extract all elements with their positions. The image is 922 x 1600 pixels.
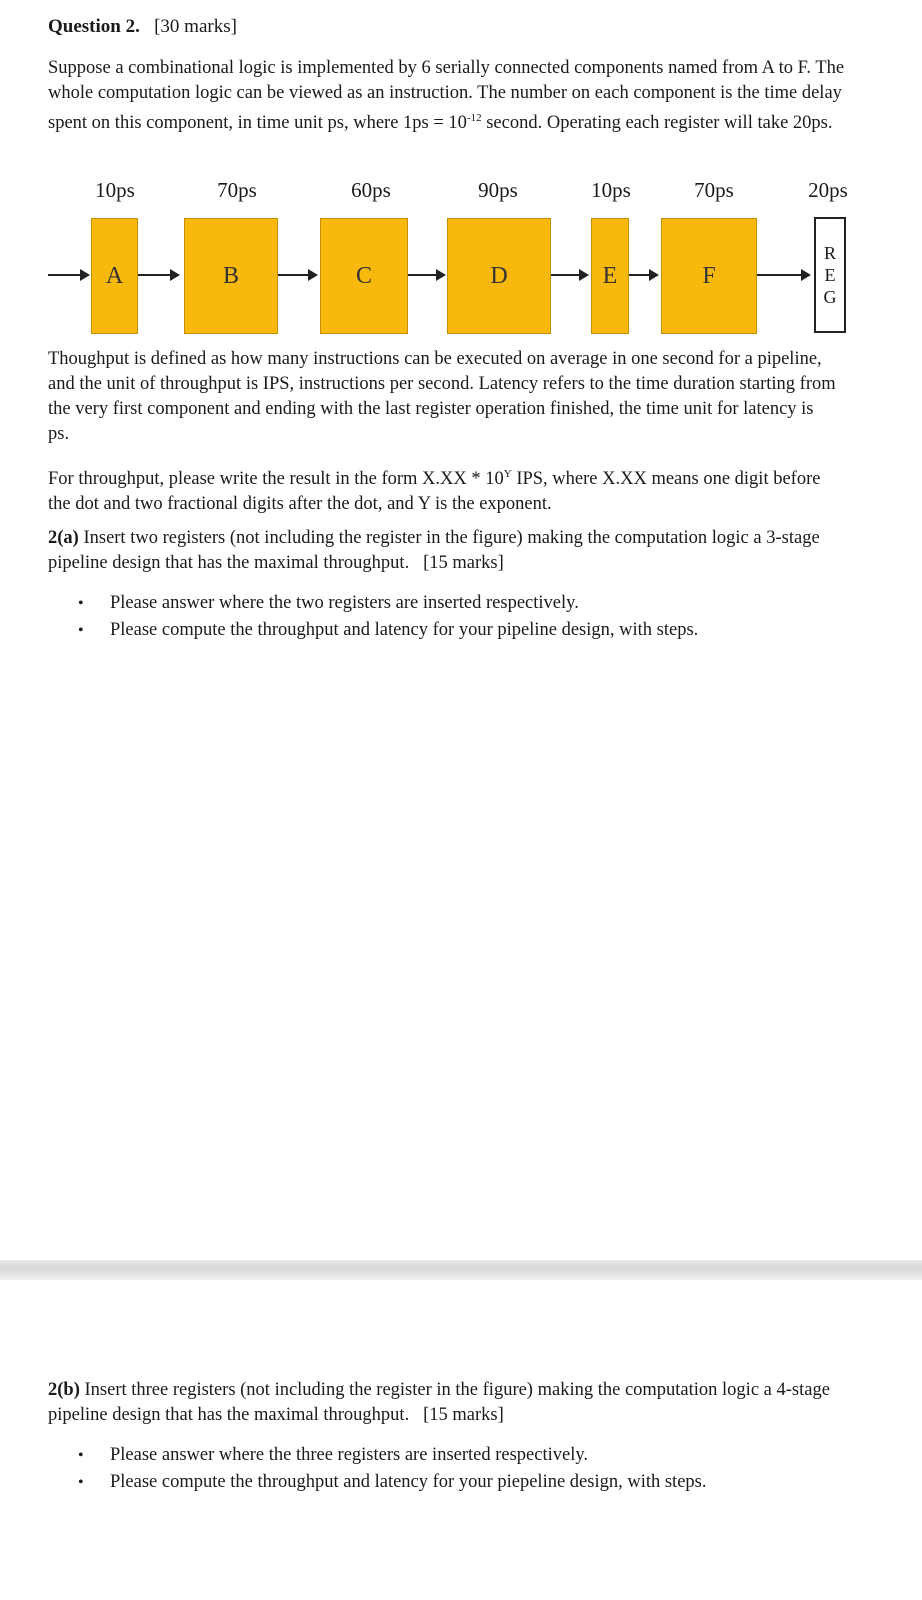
part-a-bullets bbox=[78, 590, 878, 644]
intro-paragraph bbox=[48, 56, 848, 136]
part-b-marks: [15 marks] bbox=[423, 1405, 504, 1425]
list-item bbox=[78, 1469, 878, 1496]
register-letter-e: E bbox=[824, 265, 836, 285]
bullet-marker: • bbox=[78, 1474, 84, 1491]
format-exponent: Y bbox=[503, 468, 512, 480]
part-a-marks: [15 marks] bbox=[423, 553, 504, 573]
intro-text: Suppose a combinational logic is implemented by 6 serially connected components named from A to F. The whole computation logic can be viewed as an instruction. The number on each component is the time delay spent on this component, in time unit ps, where 1ps = 10 bbox=[48, 58, 845, 133]
question-title: Question 2 bbox=[48, 16, 136, 37]
arrow-e-f bbox=[629, 274, 657, 276]
register-letter-r: R bbox=[823, 243, 836, 263]
part-a-text: Insert two registers (not including the register in the figure) making the computation logic a 3-stage pipeline design that has the maximal throughput. bbox=[48, 528, 820, 573]
definition-paragraph bbox=[48, 347, 838, 447]
arrow-d-e bbox=[551, 274, 587, 276]
component-a: A bbox=[91, 218, 138, 334]
delay-f: 70ps bbox=[694, 178, 734, 202]
list-item bbox=[78, 1442, 878, 1469]
component-b: B bbox=[184, 218, 278, 334]
bullet-marker: • bbox=[78, 595, 84, 612]
format-text: For throughput, please write the result in the form X.XX * 10 bbox=[48, 469, 504, 489]
input-arrow bbox=[48, 274, 88, 276]
part-b-prompt bbox=[48, 1378, 848, 1428]
output-register bbox=[814, 217, 846, 333]
intro-exponent: -12 bbox=[466, 112, 482, 124]
register-letter-g: G bbox=[823, 287, 837, 307]
list-item bbox=[78, 590, 878, 617]
arrow-f-reg bbox=[757, 274, 809, 276]
delay-b: 70ps bbox=[217, 178, 257, 202]
arrow-c-d bbox=[408, 274, 444, 276]
page-divider bbox=[0, 1260, 922, 1280]
question-marks: [30 marks] bbox=[154, 16, 237, 37]
part-a-prompt bbox=[48, 526, 848, 576]
part-b-bullets bbox=[78, 1442, 878, 1496]
bullet-marker: • bbox=[78, 1447, 84, 1464]
format-paragraph bbox=[48, 462, 838, 517]
part-b-label: 2(b) bbox=[48, 1380, 80, 1400]
intro-text-end: second. Operating each register will take 20ps. bbox=[481, 113, 833, 133]
delay-d: 90ps bbox=[478, 178, 518, 202]
delay-e: 10ps bbox=[591, 178, 631, 202]
part-b-text: Insert three registers (not including the register in the figure) making the computation logic a 4-stage pipeline design that has the maximal throughput. bbox=[48, 1380, 830, 1425]
delay-reg: 20ps bbox=[808, 178, 848, 202]
component-c: C bbox=[320, 218, 408, 334]
question-heading bbox=[48, 16, 237, 38]
question-title-suffix: . bbox=[135, 16, 140, 37]
list-item bbox=[78, 617, 878, 644]
part-a-bullet-2: Please compute the throughput and latency for your pipeline design, with steps. bbox=[110, 620, 699, 640]
part-a-label: 2(a) bbox=[48, 528, 79, 548]
part-b-bullet-1: Please answer where the three registers are inserted respectively. bbox=[110, 1445, 589, 1465]
component-e: E bbox=[591, 218, 629, 334]
delay-a: 10ps bbox=[95, 178, 135, 202]
component-f: F bbox=[661, 218, 757, 334]
pipeline-diagram bbox=[0, 168, 922, 348]
component-d: D bbox=[447, 218, 551, 334]
delay-c: 60ps bbox=[351, 178, 391, 202]
arrow-a-b bbox=[138, 274, 178, 276]
part-a-bullet-1: Please answer where the two registers are inserted respectively. bbox=[110, 593, 579, 613]
part-b-bullet-2: Please compute the throughput and latency for your piepeline design, with steps. bbox=[110, 1472, 707, 1492]
definition-text: Thoughput is defined as how many instructions can be executed on average in one second for a pipeline, and the unit of throughput is IPS, instructions per second. Latency refers to the time duration starting from the very first component and ending with the last register operation finished, the time unit for latency is ps. bbox=[48, 349, 836, 444]
bullet-marker: • bbox=[78, 622, 84, 639]
arrow-b-c bbox=[278, 274, 316, 276]
format-text-end: IPS, where X.XX means one digit before the dot and two fractional digits after the dot, and Y is the exponent. bbox=[48, 469, 821, 514]
